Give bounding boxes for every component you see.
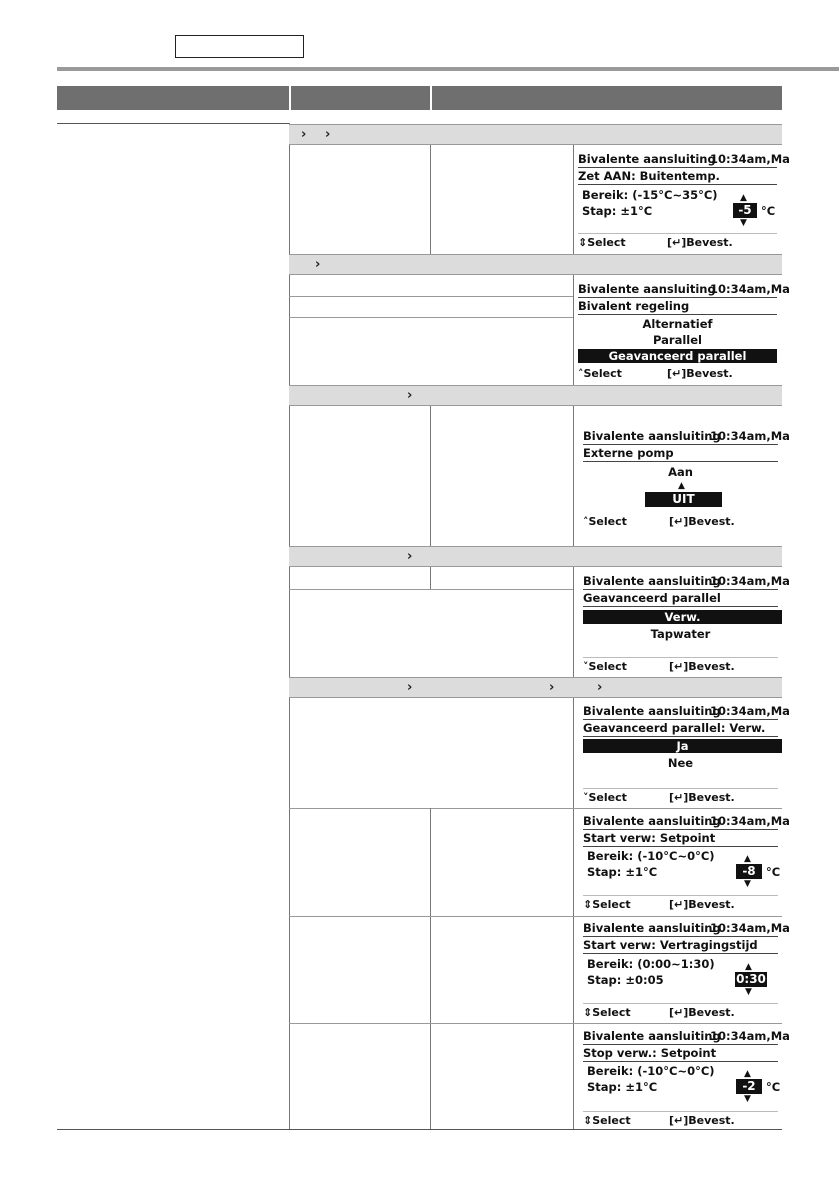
unit-text: °C: [761, 204, 776, 218]
cell-divider: [573, 145, 574, 254]
range-text: Bereik: (-10°C~0°C): [587, 849, 715, 863]
down-arrow-icon: ˅: [583, 660, 589, 673]
breadcrumb-band-3: [289, 385, 782, 406]
step-text: Stap: ±0:05: [587, 973, 664, 987]
screen-time: 10:34am,Ma: [710, 704, 790, 718]
footer-confirm: [↵]Bevest.: [669, 898, 735, 911]
cell-divider: [430, 406, 431, 546]
chevron-right-icon: ›: [597, 680, 603, 695]
chevron-right-icon: ›: [325, 127, 331, 142]
footer-select: ˅Select: [583, 791, 627, 804]
range-text: Bereik: (0:00~1:30): [587, 957, 715, 971]
screen-time: 10:34am,Ma: [710, 282, 790, 296]
footer-select: ˅Select: [583, 660, 627, 673]
footer-confirm: [↵]Bevest.: [667, 236, 733, 249]
screen-title: Bivalente aansluiting: [583, 814, 721, 828]
footer-select: ⇕Select: [583, 898, 631, 911]
up-arrow-icon: ˄: [583, 515, 589, 528]
down-arrow-icon: ▼: [740, 218, 747, 228]
chevron-right-icon: ›: [315, 257, 321, 272]
screen-title: Bivalente aansluiting: [578, 282, 716, 296]
screen-subtitle: Start verw: Setpoint: [583, 831, 716, 845]
row-rule: [289, 1023, 782, 1024]
cell-divider: [573, 275, 574, 385]
up-arrow-icon: ▲: [740, 193, 747, 203]
breadcrumb-band-2: [289, 254, 782, 275]
chevron-right-icon: ›: [301, 127, 307, 142]
table-header-col2: [291, 86, 430, 110]
screen-time: 10:34am,Ma: [710, 814, 790, 828]
screen-title: Bivalente aansluiting: [583, 921, 721, 935]
lcd-screen-8: [583, 1029, 790, 1129]
top-rule: [57, 67, 839, 71]
range-text: Bereik: (-15°C~35°C): [582, 188, 718, 202]
footer-confirm: [↵]Bevest.: [669, 1006, 735, 1019]
chevron-right-icon: ›: [549, 680, 555, 695]
cell-divider: [430, 567, 431, 589]
up-down-arrow-icon: ⇕: [583, 898, 593, 911]
footer-select: ⇕Select: [583, 1114, 631, 1127]
lcd-screen-1: [578, 152, 790, 252]
option-item: Aan: [668, 465, 693, 479]
option-item: Alternatief: [642, 317, 713, 331]
cell-divider: [573, 698, 574, 1129]
screen-subtitle: Geavanceerd parallel: [583, 591, 721, 605]
breadcrumb-band-5: [289, 677, 782, 698]
value-box: -5: [733, 203, 757, 218]
row-rule: [289, 808, 782, 809]
up-down-arrow-icon: ⇕: [583, 1114, 593, 1127]
footer-confirm: [↵]Bevest.: [667, 367, 733, 380]
row-rule: [289, 317, 573, 318]
footer-select: ˄Select: [583, 515, 627, 528]
down-arrow-icon: ▼: [745, 987, 752, 997]
cell-divider: [430, 808, 431, 1129]
screen-subtitle: Bivalent regeling: [578, 299, 690, 313]
table-header-col1: [57, 86, 289, 110]
screen-subtitle: Externe pomp: [583, 446, 674, 460]
screen-time: 10:34am,Ma: [710, 1029, 790, 1043]
footer-select: ⇕Select: [578, 236, 626, 249]
table-header-col3: [432, 86, 782, 110]
breadcrumb-band-1: [289, 124, 782, 145]
down-arrow-icon: ˅: [583, 791, 589, 804]
header-label-box: [175, 35, 304, 58]
chevron-right-icon: ›: [407, 549, 413, 564]
screen-subtitle: Start verw: Vertragingstijd: [583, 938, 758, 952]
screen-subtitle: Zet AAN: Buitentemp.: [578, 169, 720, 183]
left-column-rule: [57, 123, 289, 124]
up-arrow-icon: ▲: [744, 1069, 751, 1079]
value-box: -2: [736, 1079, 762, 1094]
value-box: -8: [736, 864, 762, 879]
lcd-screen-2: [578, 282, 790, 382]
screen-subtitle: Geavanceerd parallel: Verw.: [583, 721, 766, 735]
screen-time: 10:34am,Ma: [710, 921, 790, 935]
up-down-arrow-icon: ⇕: [578, 236, 588, 249]
option-item-selected: Geavanceerd parallel: [578, 349, 777, 363]
screen-title: Bivalente aansluiting: [583, 1029, 721, 1043]
footer-select: ˄Select: [578, 367, 622, 380]
screen-time: 10:34am,Ma: [710, 574, 790, 588]
value-box: 0:30: [736, 972, 766, 986]
option-item-selected: Ja: [583, 739, 782, 753]
chevron-right-icon: ›: [407, 388, 413, 403]
footer-select: ⇕Select: [583, 1006, 631, 1019]
cell-divider: [430, 145, 431, 254]
up-arrow-icon: ▲: [744, 854, 751, 864]
screen-time: 10:34am,Ma: [710, 152, 790, 166]
breadcrumb-band-4: [289, 546, 782, 567]
row-rule: [289, 296, 573, 297]
down-arrow-icon: ▼: [744, 1094, 751, 1104]
screen-title: Bivalente aansluiting: [578, 152, 716, 166]
lcd-screen-7: [583, 921, 790, 1021]
down-arrow-icon: ▼: [744, 879, 751, 889]
option-item: Nee: [667, 756, 694, 770]
screen-title: Bivalente aansluiting: [583, 429, 721, 443]
up-down-arrow-icon: ⇕: [583, 1006, 593, 1019]
footer-confirm: [↵]Bevest.: [669, 515, 735, 528]
footer-confirm: [↵]Bevest.: [669, 660, 735, 673]
lcd-screen-5: [583, 704, 790, 804]
option-item: Tapwater: [650, 627, 711, 641]
lcd-screen-3: [583, 429, 790, 529]
screen-time: 10:34am,Ma: [710, 429, 790, 443]
step-text: Stap: ±1°C: [587, 865, 658, 879]
option-item: Parallel: [653, 333, 702, 347]
up-arrow-icon: ▲: [678, 481, 685, 491]
lcd-screen-6: [583, 814, 790, 914]
footer-confirm: [↵]Bevest.: [669, 791, 735, 804]
cell-divider: [573, 567, 574, 677]
up-arrow-icon: ▲: [745, 962, 752, 972]
option-item-selected: UIT: [645, 492, 722, 507]
lcd-screen-4: [583, 574, 790, 674]
row-rule: [289, 916, 782, 917]
footer-confirm: [↵]Bevest.: [669, 1114, 735, 1127]
up-arrow-icon: ˄: [578, 367, 584, 380]
unit-text: °C: [766, 1080, 781, 1094]
cell-divider: [573, 406, 574, 546]
screen-subtitle: Stop verw.: Setpoint: [583, 1046, 717, 1060]
chevron-right-icon: ›: [407, 680, 413, 695]
range-text: Bereik: (-10°C~0°C): [587, 1064, 715, 1078]
option-item-selected: Verw.: [583, 610, 782, 624]
unit-text: °C: [766, 865, 781, 879]
step-text: Stap: ±1°C: [582, 204, 653, 218]
screen-title: Bivalente aansluiting: [583, 574, 721, 588]
table-bottom-rule: [57, 1129, 782, 1130]
step-text: Stap: ±1°C: [587, 1080, 658, 1094]
row-rule: [289, 589, 573, 590]
screen-title: Bivalente aansluiting: [583, 704, 721, 718]
